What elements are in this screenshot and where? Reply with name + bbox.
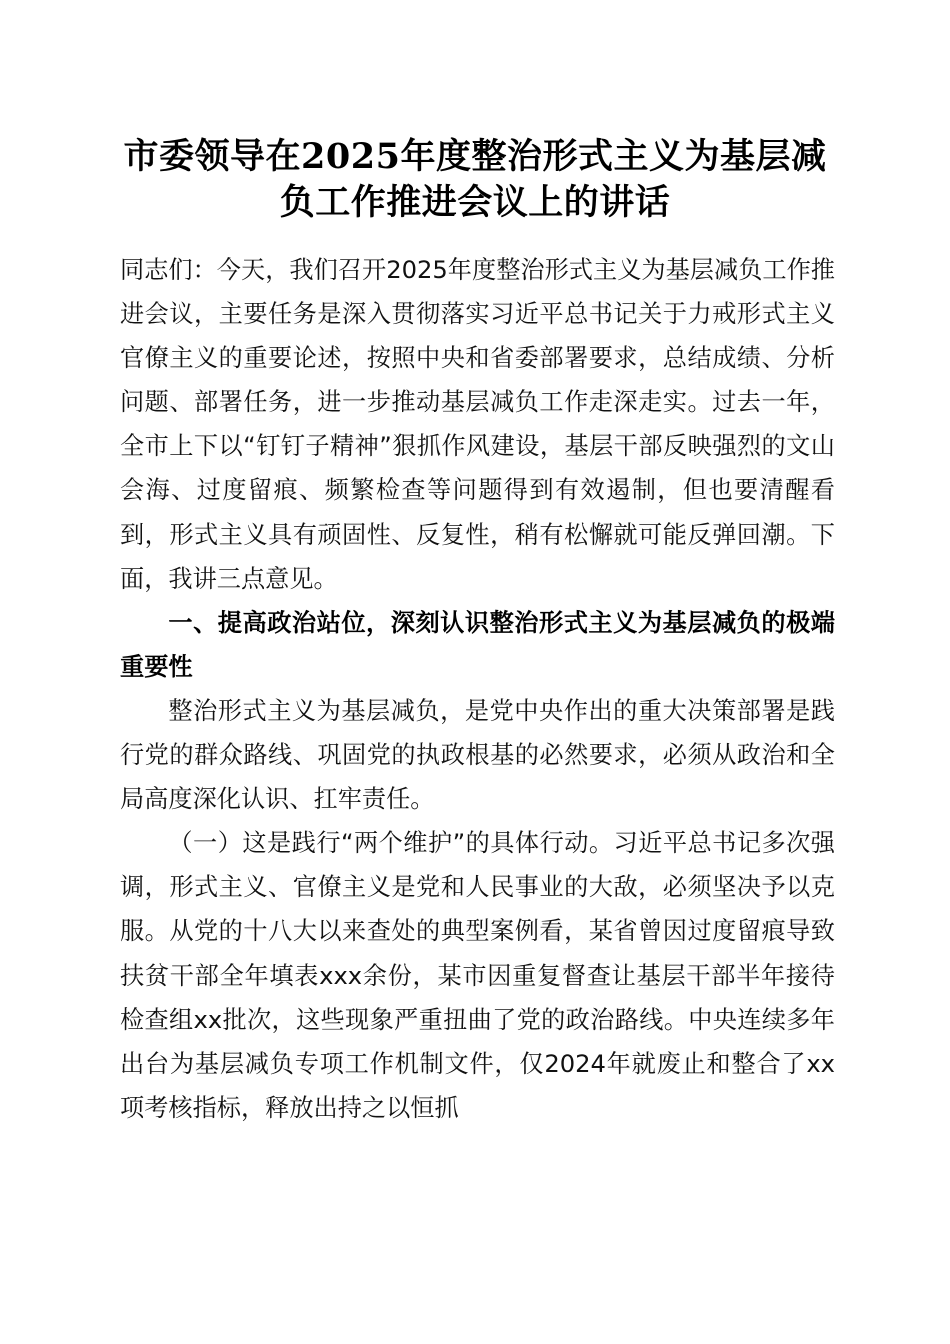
document-title (100, 134, 850, 226)
body-paragraph: 整治形式主义为基层减负，是党中央作出的重大决策部署是践行党的群众路线、巩固党的执政根基的必然要求，必须从政治和全局高度深化认识、扛牢责任。 (120, 696, 835, 814)
subsection-paragraph-1: （一）这是践行“两个维护”的具体行动。习近平总书记多次强调，形式主义、官僚主义是党和人民事业的大敌，必须坚决予以克服。从党的十八大以来查处的典型案例看，某省曾因过度留痕导致扶贫干部全年填表xxx余份，某市因重复督查让基层干部半年接待检查组xx批次，这些现象严重扭曲了党的政治路线。中央连续多年出台为基层减负专项工作机制文件，仅2024年就废止和整合了xx项考核指标，释放出持之以恒抓 (120, 829, 835, 1122)
title-line-1: 市委领导在2025年度整治形式主义为基层减 (123, 136, 827, 177)
section-heading-1: 一、提高政治站位，深刻认识整治形式主义为基层减负的极端重要性 (120, 608, 835, 681)
document-body (120, 248, 835, 1130)
opening-paragraph: 同志们：今天，我们召开2025年度整治形式主义为基层减负工作推进会议，主要任务是深入贯彻落实习近平总书记关于力戒形式主义官僚主义的重要论述，按照中央和省委部署要求，总结成绩、分析问题、部署任务，进一步推动基层减负工作走深走实。过去一年，全市上下以“钉钉子精神”狠抓作风建设，基层干部反映强烈的文山会海、过度留痕、频繁检查等问题得到有效遏制，但也要清醒看到，形式主义具有顽固性、反复性，稍有松懈就可能反弹回潮。下面，我讲三点意见。 (120, 256, 835, 593)
title-line-2: 负工作推进会议上的讲话 (279, 182, 671, 223)
